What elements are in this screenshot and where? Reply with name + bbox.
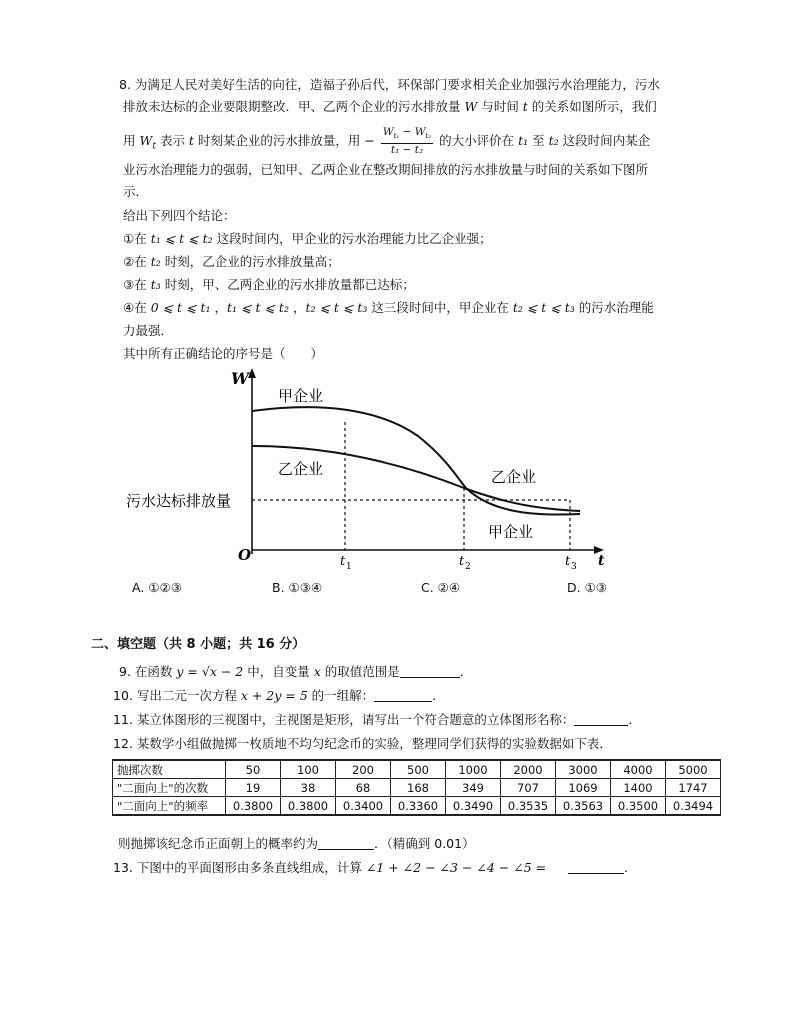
q8-text: ，	[288, 300, 306, 315]
tick-t2-sub: 2	[465, 562, 471, 572]
q8-line3	[123, 126, 650, 157]
table-cell: 1747	[666, 779, 721, 797]
q8-var-W: W	[464, 99, 478, 114]
table-cell: 0.3563	[556, 797, 611, 816]
table-cell: 19	[226, 779, 281, 797]
fraction-numerator: $W_{t_1} - W_{t_2}$	[381, 126, 433, 144]
axis-label-t: t	[598, 553, 605, 569]
q8-math: t₂ ⩽ t ⩽ t₃	[305, 300, 368, 315]
section-2-title: 二、填空题（共 8 小题；共 16 分）	[91, 637, 306, 652]
q8-conclusion-4-cont: 力最强．	[123, 323, 174, 338]
q8-line5: 示．	[123, 184, 149, 199]
q9-answer-blank[interactable]	[400, 665, 460, 678]
q13-text: ．	[624, 860, 637, 875]
q11-text: 11. 某立体图形的三视图中，主视图是矩形，请写出一个符合题意的立体图形名称：	[113, 712, 575, 727]
table-cell: 1069	[556, 779, 611, 797]
q8-conclusion-3	[123, 277, 415, 293]
emission-graph	[118, 364, 608, 574]
q8-text: 的关系如图所示，我们	[527, 99, 657, 114]
row-header: "二面向上"的频率	[113, 797, 226, 816]
q8-text: 这三段时间中，甲企业在	[367, 300, 513, 315]
label-jia-top: 甲企业	[278, 387, 324, 405]
q8-text: 表示	[155, 133, 189, 149]
q8-text: 的大小评价在	[439, 133, 519, 149]
y-axis-arrow	[248, 368, 256, 378]
q8-var-t: t	[522, 99, 528, 114]
option-c[interactable]: C. ②④	[421, 580, 461, 595]
tick-t1: t	[340, 554, 346, 569]
q8-math: t₁ ⩽ t ⩽ t₂	[150, 231, 213, 246]
table-row	[113, 760, 721, 779]
q10-text: 的一组解：	[307, 688, 375, 703]
q8-conclusion-4	[123, 300, 654, 316]
table-cell: 0.3494	[666, 797, 721, 816]
table-cell: 68	[336, 779, 391, 797]
q9-math: y = √x − 2	[176, 664, 244, 679]
q13-answer-blank[interactable]	[568, 861, 624, 874]
q8-var-Wt: W	[139, 133, 153, 149]
q8-line1: 8. 为满足人民对美好生活的向往，造福子孙后代，环保部门要求相关企业加强污水治理能力，污水	[119, 77, 660, 92]
q8-var-t: t	[188, 133, 194, 149]
table-cell: 500	[391, 760, 446, 779]
table-cell: 0.3490	[446, 797, 501, 816]
q8-text: 的污水治理能	[574, 300, 654, 315]
option-a[interactable]: A. ①②③	[132, 580, 182, 595]
q9-text: 的取值范围是	[320, 664, 400, 679]
tick-t3: t	[565, 554, 571, 569]
option-d[interactable]: D. ①③	[567, 580, 607, 595]
label-yi-left: 乙企业	[278, 460, 324, 478]
table-cell: 0.3360	[391, 797, 446, 816]
q8-ask: 其中所有正确结论的序号是（ ）	[123, 346, 324, 361]
label-jia-bottom: 甲企业	[488, 523, 534, 541]
table-cell: 38	[281, 779, 336, 797]
q12-answer-blank[interactable]	[318, 837, 374, 850]
option-b[interactable]: B. ①③④	[272, 580, 323, 595]
q8-var-t1: t₁	[518, 133, 529, 149]
table-cell: 1400	[611, 779, 666, 797]
q9-text: ．	[459, 664, 473, 679]
table-cell: 168	[391, 779, 446, 797]
axis-label-W: W	[231, 369, 249, 388]
q8-text: ，	[210, 300, 228, 315]
q8-text: ②在	[123, 254, 151, 269]
q8-conclusion-2	[123, 254, 340, 270]
q8-text: 这段时间内某企	[558, 133, 651, 149]
q10-text: ．	[432, 688, 445, 703]
q8-text: ④在	[123, 300, 151, 315]
table-cell: 0.3800	[226, 797, 281, 816]
q8-intro: 给出下列四个结论：	[123, 208, 236, 223]
table-cell: 100	[281, 760, 336, 779]
q10-math: x + 2y = 5	[240, 688, 308, 703]
q8-fraction	[381, 126, 433, 157]
q8-text: ①在	[123, 231, 151, 246]
q9-var-x: x	[313, 664, 321, 679]
table-cell: 50	[226, 760, 281, 779]
q8-text: 用	[123, 133, 140, 149]
table-cell: 5000	[666, 760, 721, 779]
table-row	[113, 779, 721, 797]
q11-answer-blank[interactable]	[574, 713, 628, 726]
q9-text: 9. 在函数	[119, 664, 177, 679]
q8-text: 排放未达标的企业要限期整改．甲、乙两个企业的污水排放量	[123, 99, 465, 114]
q9-text: 中，自变量	[243, 664, 314, 679]
q8-math: t₁ ⩽ t ⩽ t₂	[227, 300, 289, 315]
origin-label: O	[238, 546, 252, 564]
q8-conclusion-1	[123, 231, 492, 247]
table-cell: 0.3500	[611, 797, 666, 816]
table-cell: 0.3400	[336, 797, 391, 816]
q13	[113, 860, 637, 876]
q8-text: 与时间	[477, 99, 523, 114]
q8-text: ③在	[123, 277, 151, 292]
table-cell: 0.3800	[281, 797, 336, 816]
q8-math: t₂ ⩽ t ⩽ t₃	[512, 300, 575, 315]
q9	[119, 664, 472, 680]
table-cell: 1000	[446, 760, 501, 779]
row-header: 抛掷次数	[113, 760, 226, 779]
q8-sub-t: t	[152, 141, 156, 152]
table-cell: 707	[501, 779, 556, 797]
q13-math: ∠1 + ∠2 − ∠3 − ∠4 − ∠5 =	[365, 860, 547, 875]
q13-text: 13. 下图中的平面图形由多条直线组成，计算	[113, 860, 366, 875]
table-cell: 0.3535	[501, 797, 556, 816]
table-cell: 200	[336, 760, 391, 779]
q8-line4: 业污水治理能力的强弱，已知甲、乙两企业在整改期间排放的污水排放量与时间的关系如下图所	[123, 162, 649, 177]
q8-text: 时刻某企业的污水排放量，用 −	[193, 133, 375, 149]
table-cell: 2000	[501, 760, 556, 779]
q8-math: t₂	[150, 254, 161, 269]
table-row	[113, 797, 721, 816]
label-yi-right: 乙企业	[491, 468, 537, 486]
table-cell: 349	[446, 779, 501, 797]
q8-var-t2: t₂	[548, 133, 559, 149]
q8-text: 这段时间内，甲企业的污水治理能力比乙企业强；	[212, 231, 492, 246]
q12-text: 则抛掷该纪念币正面朝上的概率约为	[118, 836, 319, 851]
q12-after	[118, 836, 475, 852]
tick-t3-sub: 3	[571, 562, 577, 572]
table-cell: 4000	[611, 760, 666, 779]
q8-text: 时刻，甲、乙两企业的污水排放量都已达标；	[160, 277, 415, 292]
q8-text: 至	[528, 133, 549, 149]
q12: 12. 某数学小组做抛掷一枚质地不均匀纪念币的实验，整理同学们获得的实验数据如下表．	[113, 736, 612, 751]
q8-math: t₃	[150, 277, 161, 292]
table-cell: 3000	[556, 760, 611, 779]
q8-math: 0 ⩽ t ⩽ t₁	[150, 300, 211, 315]
q12-text: ．（精确到 0.01）	[374, 836, 475, 851]
q10-text: 10. 写出二元一次方程	[113, 688, 241, 703]
q10	[113, 688, 445, 704]
q8-line2	[123, 99, 657, 115]
q12-data-table	[112, 759, 721, 816]
tick-t1-sub: 1	[346, 562, 352, 572]
q11-text: ．	[628, 712, 641, 727]
row-header: "二面向上"的次数	[113, 779, 226, 797]
tick-t2: t	[459, 554, 465, 569]
q11	[113, 712, 641, 728]
q8-text: 时刻，乙企业的污水排放量高；	[160, 254, 340, 269]
label-standard: 污水达标排放量	[126, 492, 232, 510]
fraction-denominator: t₁ − t₂	[390, 144, 424, 157]
q10-answer-blank[interactable]	[374, 689, 432, 702]
